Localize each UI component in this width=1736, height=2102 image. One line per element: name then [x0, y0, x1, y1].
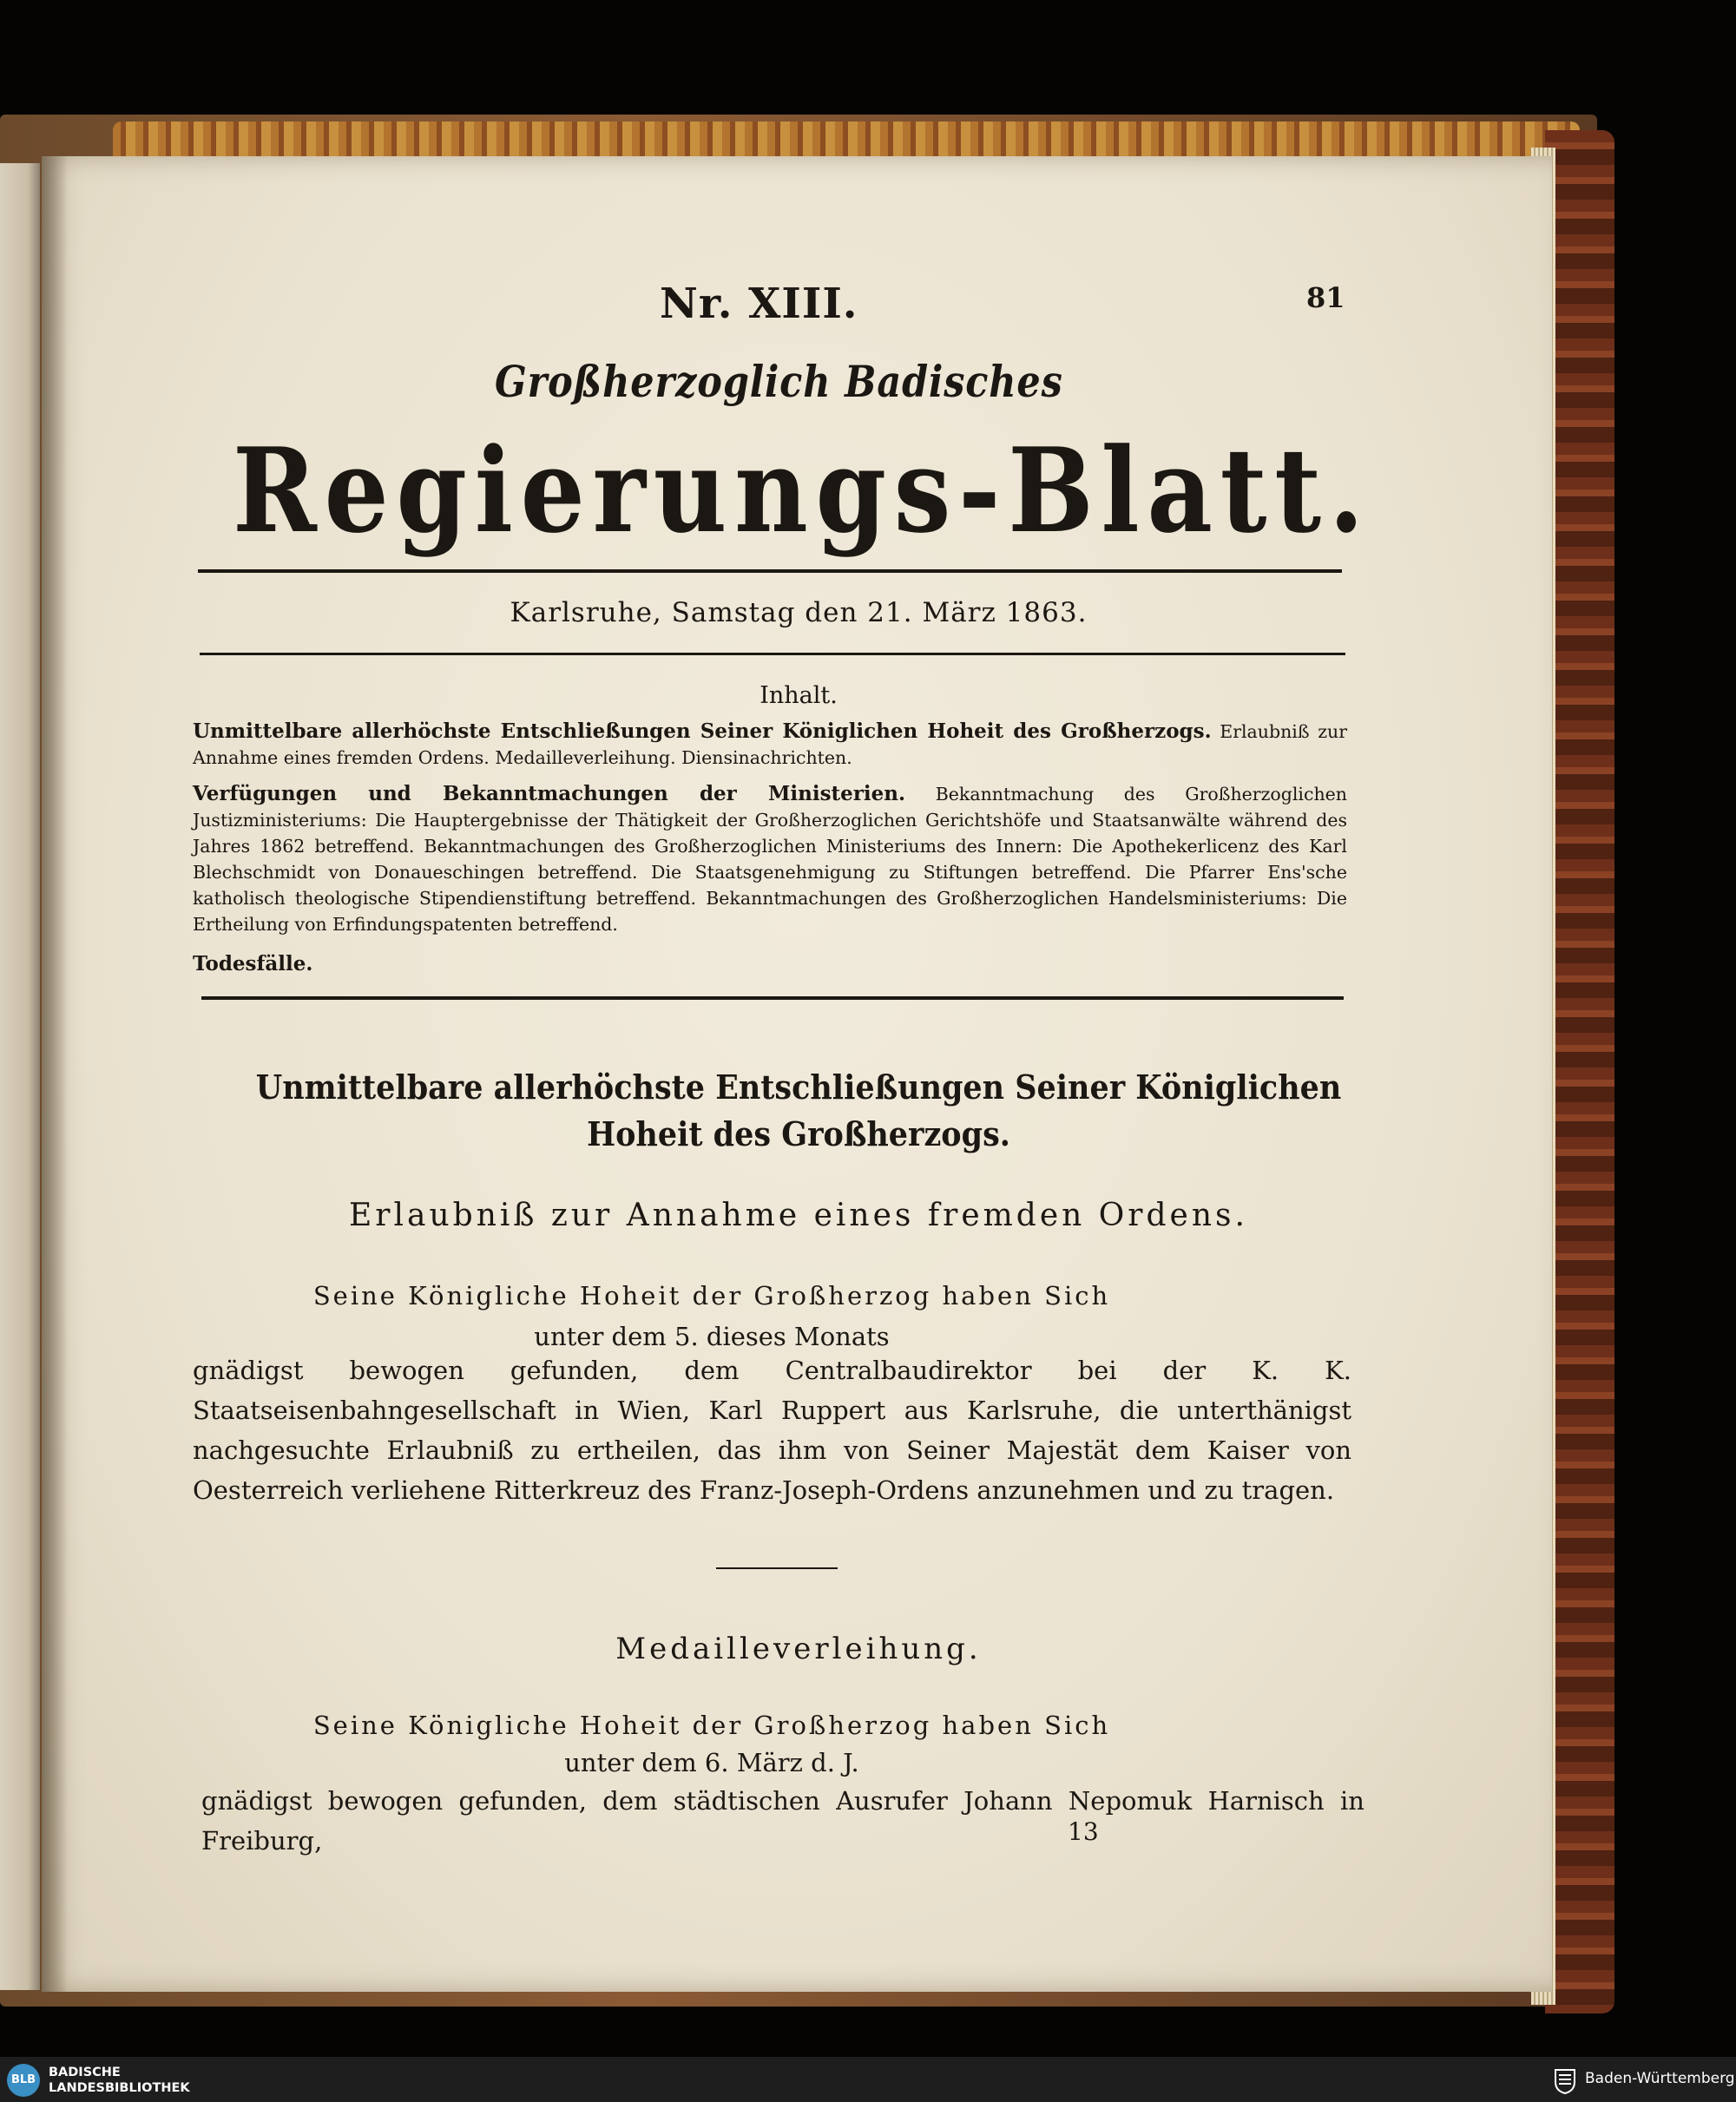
- state-label[interactable]: Baden-Württemberg: [1585, 2070, 1735, 2087]
- facing-page-edge: [0, 163, 40, 1990]
- viewer-footer-bar: [0, 2057, 1736, 2102]
- date-rule: [200, 653, 1345, 655]
- state-coat-of-arms-icon[interactable]: [1554, 2066, 1576, 2094]
- library-name[interactable]: [49, 2065, 190, 2096]
- toc-entry-1-text: Erlaubniß zur Annahme eines fremden Ordens. Medailleverleihung. Diensinachrichten.: [193, 721, 1347, 768]
- toc-entry-1-heading: Unmittelbare allerhöchste Entschließungen Seiner Königlichen Hoheit des Großherzogs.: [193, 719, 1212, 743]
- library-name-line2: LANDESBIBLIOTHEK: [49, 2081, 190, 2095]
- issue-number: Nr. XIII.: [660, 279, 858, 328]
- order-date: unter dem 5. dieses Monats: [534, 1322, 890, 1351]
- toc-entry-2: [193, 781, 1347, 937]
- medal-lead: Seine Königliche Hoheit der Großherzog haben Sich: [312, 1711, 1111, 1740]
- masthead-subtitle: Großherzoglich Badisches: [495, 356, 1063, 407]
- order-heading: Erlaubniß zur Annahme eines fremden Ordens.: [349, 1198, 1248, 1233]
- section-title: Unmittelbare allerhöchste Entschließungen Seiner Königlichen Hoheit des Großherzogs.: [255, 1067, 1342, 1153]
- issue-date: Karlsruhe, Samstag den 21. März 1863.: [510, 597, 1088, 628]
- signature-mark: 13: [1068, 1817, 1099, 1846]
- gutter-shadow: [42, 156, 68, 1992]
- masthead-title: Regierungs-Blatt.: [233, 422, 1372, 559]
- library-name-line1: BADISCHE: [49, 2066, 121, 2079]
- order-lead: Seine Königliche Hoheit der Großherzog haben Sich: [312, 1281, 1111, 1310]
- library-logo-icon[interactable]: BLB: [7, 2064, 40, 2097]
- page-number: 81: [1306, 281, 1345, 314]
- toc-title: Inhalt.: [760, 682, 838, 709]
- book-binding: [1545, 130, 1614, 2013]
- toc-entry-3: [193, 951, 1347, 977]
- page-top-edge: [113, 122, 1580, 158]
- medal-paragraph: gnädigst bewogen gefunden, dem städtischen Ausrufer Johann Nepomuk Harnisch in Freiburg,: [201, 1786, 1364, 1856]
- order-paragraph: gnädigst bewogen gefunden, dem Centralbaudirektor bei der K. K. Staatseisenbahngesellschaft in Wien, Karl Ruppert aus Karlsruhe, die unterthänigst nachgesuchte Erlaubniß zu ertheilen, das ihm von Seiner Majestät dem Kaiser von Oesterreich verliehene Ritterkreuz des Franz-Joseph-Ordens anzunehmen und zu tragen.: [193, 1356, 1351, 1505]
- masthead-rule: [198, 569, 1342, 573]
- toc-entry-2-heading: Verfügungen und Bekanntmachungen der Ministerien.: [193, 782, 906, 805]
- toc-rule: [201, 996, 1344, 1000]
- toc-entry-3-heading: Todesfälle.: [193, 952, 313, 975]
- toc-entry-1: [193, 719, 1347, 771]
- medal-heading: Medailleverleihung.: [615, 1632, 982, 1666]
- section-divider: [716, 1567, 838, 1569]
- medal-date: unter dem 6. März d. J.: [564, 1748, 859, 1777]
- toc-entry-2-text: Bekanntmachung des Großherzoglichen Justizministeriums: Die Hauptergebnisse der Thätigkeit der Großherzoglichen Gerichtshöfe und Staatsanwälte während des Jahres 1862 betreffend. Bekanntmachungen des Großherzoglichen Ministeriums des Innern: Die Apothekerlicenz des Karl Blechschmidt von Donaueschingen betreffend. Die Staatsgenehmigung zu Stiftungen betreffend. Die Pfarrer Ens'sche katholisch theologische Stipendienstiftung betreffend. Bekanntmachungen des Großherzoglichen Handelsministeriums: Die Ertheilung von Erfindungspatenten betreffend.: [193, 784, 1347, 935]
